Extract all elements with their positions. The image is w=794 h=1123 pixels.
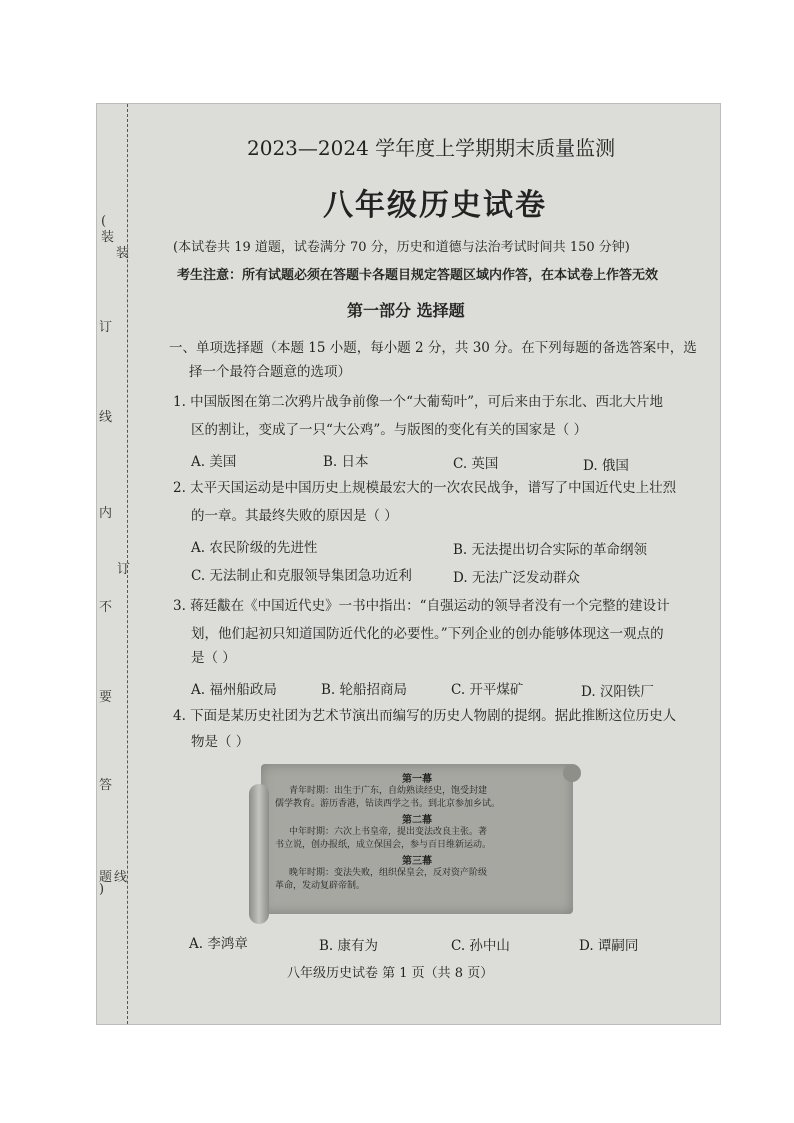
exam-title: 八年级历史试卷 <box>323 188 547 223</box>
margin-char: 装 <box>101 230 115 245</box>
scroll-roll-icon <box>249 784 269 924</box>
margin-char: 线 <box>99 410 113 425</box>
margin-char: ) <box>99 882 105 897</box>
margin-char: 订 <box>117 562 131 577</box>
question-3-option-a[interactable]: A. 福州船政局 <box>191 682 277 698</box>
question-3-line2: 划，他们起初只知道国防近代化的必要性。”下列企业的创办能够体现这一观点的 <box>191 626 664 642</box>
margin-char: 内 <box>99 506 113 521</box>
act3-line2: 革命，发动复辟帝制。 <box>275 881 366 891</box>
scroll-curl-icon <box>563 764 581 782</box>
question-4-line2: 物是（ ） <box>191 734 250 750</box>
margin-char: 线 <box>114 870 128 885</box>
act1-line1: 青年时期：出生于广东，自幼熟读经史，饱受封建 <box>289 786 488 796</box>
act2-line2: 书立说，创办报纸，成立保国会，参与百日维新运动。 <box>275 840 492 850</box>
margin-char: 题 <box>99 870 113 885</box>
question-2-option-a[interactable]: A. 农民阶级的先进性 <box>191 540 318 556</box>
margin-char: ( <box>101 214 107 229</box>
page-footer: 八年级历史试卷 第 1 页（共 8 页） <box>287 966 494 981</box>
exam-title-line1: 2023—2024 学年度上学期期末质量监测 <box>247 136 616 160</box>
act1-line2: 儒学教育。游历香港，钻读西学之书。到北京参加乡试。 <box>275 799 501 809</box>
question-2-option-b[interactable]: B. 无法提出切合实际的革命纲领 <box>453 542 648 558</box>
question-4-line1: 4. 下面是某历史社团为艺术节演出而编写的历史人物剧的提纲。据此推断这位历史人 <box>173 708 677 724</box>
section-instruction-line2: 择一个最符合题意的选项） <box>189 364 351 380</box>
question-2-option-c[interactable]: C. 无法制止和克服领导集团急功近利 <box>191 568 412 584</box>
question-3-option-c[interactable]: C. 开平煤矿 <box>451 682 524 698</box>
question-4-option-c[interactable]: C. 孙中山 <box>451 938 510 954</box>
question-4-option-b[interactable]: B. 康有为 <box>319 938 379 954</box>
margin-char: 订 <box>99 320 113 335</box>
act3-line1: 晚年时期：变法失败，组织保皇会，反对资产阶级 <box>289 868 488 878</box>
question-3-line3: 是（ ） <box>191 650 236 666</box>
question-1-line1: 1. 中国版图在第二次鸦片战争前像一个“大葡萄叶”，可后来由于东北、西北大片地 <box>173 394 663 410</box>
question-2-line2: 的一章。其最终失败的原因是（ ） <box>191 508 398 524</box>
question-3-option-b[interactable]: B. 轮船招商局 <box>321 682 408 698</box>
question-1-option-c[interactable]: C. 英国 <box>453 456 499 472</box>
exam-info: (本试卷共 19 道题，试卷满分 70 分，历史和道德与法治考试时间共 150 分钟) <box>173 240 630 255</box>
act3-title: 第三幕 <box>402 856 432 867</box>
act2-title: 第二幕 <box>402 815 432 826</box>
act2-line1: 中年时期：六次上书皇帝，提出变法改良主张。著 <box>289 827 488 837</box>
question-1-option-b[interactable]: B. 日本 <box>323 454 369 470</box>
question-3-line1: 3. 蒋廷黻在《中国近代史》一书中指出：“自强运动的领导者没有一个完整的建设计 <box>173 598 670 614</box>
section-instruction-line1: 一、单项选择题（本题 15 小题，每小题 2 分，共 30 分。在下列每题的备选答案中，选 <box>169 340 697 356</box>
act1-title: 第一幕 <box>402 774 432 785</box>
question-2-line1: 2. 太平天国运动是中国历史上规模最宏大的一次农民战争，谱写了中国近代史上壮烈 <box>173 480 677 496</box>
margin-char: 要 <box>99 690 113 705</box>
question-4-option-a[interactable]: A. 李鸿章 <box>189 936 248 952</box>
question-1-line2: 区的割让，变成了一只“大公鸡”。与版图的变化有关的国家是（ ） <box>191 422 588 438</box>
exam-paper <box>96 103 721 1025</box>
margin-char: 不 <box>99 600 113 615</box>
script-outline-scroll <box>261 764 573 914</box>
question-1-option-a[interactable]: A. 美国 <box>191 454 237 470</box>
part-title: 第一部分 选择题 <box>347 301 465 320</box>
question-3-option-d[interactable]: D. 汉阳铁厂 <box>581 684 654 700</box>
question-4-option-d[interactable]: D. 谭嗣同 <box>579 938 639 954</box>
exam-notice: 考生注意：所有试题必须在答题卡各题目规定答题区域内作答，在本试卷上作答无效 <box>177 268 659 283</box>
margin-char: 答 <box>99 778 113 793</box>
question-2-option-d[interactable]: D. 无法广泛发动群众 <box>453 570 580 586</box>
question-1-option-d[interactable]: D. 俄国 <box>583 458 629 474</box>
margin-char: 装 <box>116 246 130 261</box>
